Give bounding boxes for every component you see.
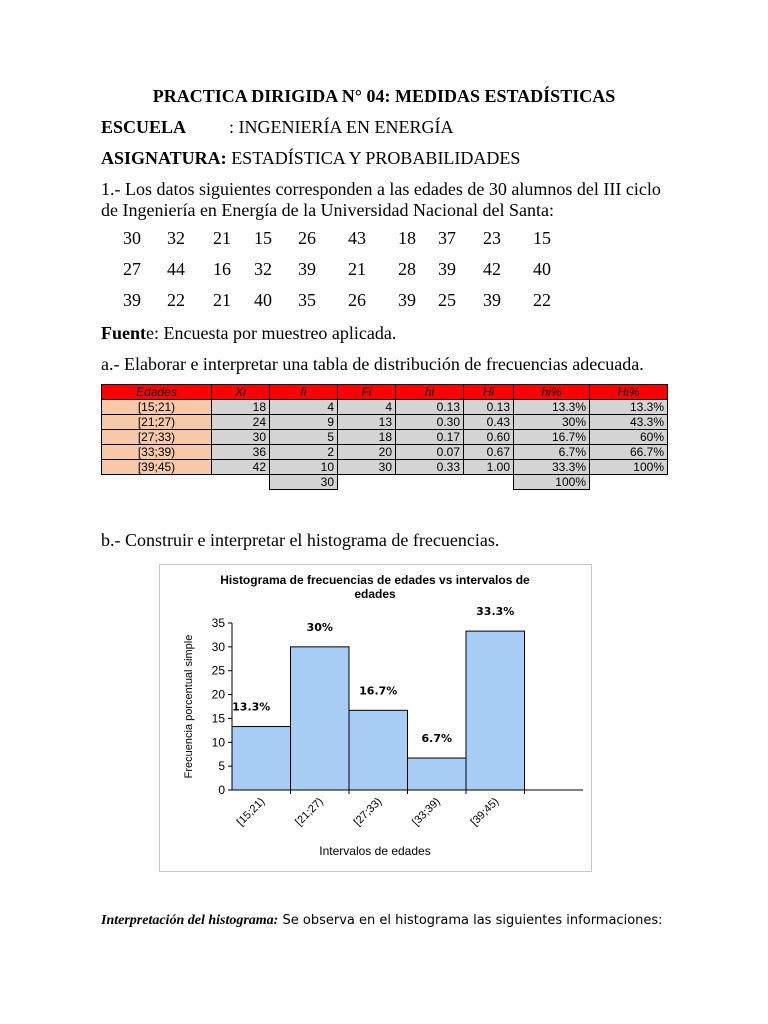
table-header-cell: Fi [338, 385, 396, 400]
y-tick-label: 35 [211, 616, 225, 630]
escuela-label: ESCUELA [101, 117, 187, 137]
table-cell: 9 [270, 415, 338, 430]
histogram-bar [291, 647, 350, 790]
x-tick-label: [33;39) [410, 795, 443, 829]
chart-title-line-2: edades [354, 587, 396, 601]
question-1-line-2: de Ingeniería en Energía de la Universidad Nacional del Santa: [101, 200, 554, 220]
table-row [102, 430, 668, 445]
data-value: 22 [167, 290, 185, 310]
empty-cell [212, 475, 270, 490]
data-value: 22 [533, 290, 551, 310]
table-cell: 1.00 [464, 460, 514, 475]
total-hi-pct-cell: 100% [514, 475, 590, 490]
histogram-bar [466, 631, 525, 790]
x-tick-label: [39;45) [468, 795, 502, 829]
data-value: 37 [438, 228, 456, 248]
table-header-row [102, 385, 668, 400]
data-value: 28 [398, 259, 416, 279]
data-value: 42 [483, 259, 501, 279]
fuente-label: Fuent [101, 323, 146, 343]
table-cell: 24 [212, 415, 270, 430]
table-cell: 6.7% [514, 445, 590, 460]
table-cell: 0.07 [396, 445, 464, 460]
histogram-bar [232, 727, 291, 790]
data-value: 21 [348, 259, 366, 279]
data-value: 32 [254, 259, 272, 279]
table-cell: 2 [270, 445, 338, 460]
table-cell: 33.3% [514, 460, 590, 475]
table-cell: 10 [270, 460, 338, 475]
table-header-cell: Edades [102, 385, 212, 400]
table-cell: 18 [338, 430, 396, 445]
table-cell: [27;33) [102, 430, 212, 445]
table-cell: 18 [212, 400, 270, 415]
x-tick-label: [27;33) [351, 795, 385, 829]
data-value: 30 [123, 228, 141, 248]
y-tick-label: 15 [211, 711, 225, 726]
data-value: 39 [298, 259, 316, 279]
page-title: PRACTICA DIRIGIDA N° 04: MEDIDAS ESTADÍSTICAS [152, 86, 616, 106]
table-row [102, 460, 668, 475]
table-cell: 5 [270, 430, 338, 445]
question-a: a.- Elaborar e interpretar una tabla de distribución de frecuencias adecuada. [101, 354, 644, 374]
table-row [102, 445, 668, 460]
table-header-cell: hi [396, 385, 464, 400]
table-cell: 0.43 [464, 415, 514, 430]
data-value: 18 [398, 228, 416, 248]
total-fi-cell: 30 [270, 475, 338, 490]
data-value: 25 [438, 290, 456, 310]
histogram-bar [349, 710, 408, 790]
data-value: 21 [213, 228, 231, 248]
interpretation-line [101, 913, 663, 929]
table-header-cell: Xi [212, 385, 270, 400]
table-cell: [33;39) [102, 445, 212, 460]
bar-data-label: 16.7% [359, 684, 398, 698]
interpretation-text: Se observa en el histograma las siguientes informaciones: [278, 913, 663, 928]
bar-data-label: 30% [306, 620, 333, 634]
table-total-row [102, 475, 668, 490]
table-cell: 43.3% [590, 415, 668, 430]
bar-data-label: 13.3% [232, 700, 271, 714]
x-tick-label: [15;21) [234, 795, 268, 829]
y-tick-label: 5 [218, 759, 225, 774]
data-value: 27 [123, 259, 141, 279]
table-cell: 66.7% [590, 445, 668, 460]
empty-cell [464, 475, 514, 490]
table-header-cell: Hi% [590, 385, 668, 400]
table-cell: 30 [338, 460, 396, 475]
empty-cell [590, 475, 668, 490]
asignatura-label: ASIGNATURA: [101, 148, 227, 168]
data-value: 16 [213, 259, 231, 279]
table-cell: 0.33 [396, 460, 464, 475]
table-cell: 42 [212, 460, 270, 475]
table-cell: 0.13 [464, 400, 514, 415]
empty-cell [102, 475, 212, 490]
interpretation-label: Interpretación del histograma: [101, 913, 279, 928]
table-cell: [39;45) [102, 460, 212, 475]
data-value: 26 [298, 228, 316, 248]
table-cell: 13.3% [590, 400, 668, 415]
table-cell: 0.13 [396, 400, 464, 415]
y-tick-label: 10 [211, 735, 225, 750]
data-value: 39 [483, 290, 501, 310]
table-header-cell: Hi [464, 385, 514, 400]
asignatura-value: ESTADÍSTICA Y PROBABILIDADES [226, 148, 521, 168]
table-cell: 4 [270, 400, 338, 415]
table-cell: 13 [338, 415, 396, 430]
table-row [102, 415, 668, 430]
table-cell: 0.60 [464, 430, 514, 445]
fuente-text: e: Encuesta por muestreo aplicada. [146, 323, 397, 343]
table-cell: 0.17 [396, 430, 464, 445]
escuela-line [101, 117, 454, 138]
histogram-chart [159, 564, 592, 872]
table-cell: [21;27) [102, 415, 212, 430]
data-value: 26 [348, 290, 366, 310]
data-value: 39 [438, 259, 456, 279]
histogram-svg [160, 565, 591, 871]
table-cell: 20 [338, 445, 396, 460]
data-value: 43 [348, 228, 366, 248]
table-cell: 0.67 [464, 445, 514, 460]
data-value: 32 [167, 228, 185, 248]
table-cell: 16.7% [514, 430, 590, 445]
y-axis-label: Frecuencia porcentual simple [183, 634, 195, 779]
y-tick-label: 20 [211, 687, 225, 702]
question-b: b.- Construir e interpretar el histograma de frecuencias. [101, 530, 500, 550]
data-value: 39 [123, 290, 141, 310]
question-1-line-1: 1.- Los datos siguientes corresponden a las edades de 30 alumnos del III ciclo [101, 179, 661, 199]
data-value: 39 [398, 290, 416, 310]
table-cell: 13.3% [514, 400, 590, 415]
fuente-line [101, 323, 396, 344]
data-value: 35 [298, 290, 316, 310]
table-header-cell: hi% [514, 385, 590, 400]
data-value: 21 [213, 290, 231, 310]
bar-data-label: 6.7% [421, 732, 453, 746]
x-tick-label: [21;27) [293, 795, 326, 829]
x-axis-label: Intervalos de edades [319, 844, 431, 858]
empty-cell [396, 475, 464, 490]
empty-cell [338, 475, 396, 490]
data-value: 23 [483, 228, 501, 248]
table-cell: 36 [212, 445, 270, 460]
data-value: 15 [254, 228, 272, 248]
table-row [102, 400, 668, 415]
asignatura-line [101, 148, 520, 169]
table-cell: 4 [338, 400, 396, 415]
data-value: 15 [533, 228, 551, 248]
frequency-table [101, 384, 668, 490]
table-header-cell: fi [270, 385, 338, 400]
chart-title-line-1: Histograma de frecuencias de edades vs intervalos de [220, 573, 530, 587]
data-value: 44 [167, 259, 185, 279]
bar-data-label: 33.3% [476, 605, 515, 619]
data-value: 40 [254, 290, 272, 310]
table-cell: 60% [590, 430, 668, 445]
table-cell: [15;21) [102, 400, 212, 415]
y-tick-label: 0 [218, 783, 225, 797]
table-cell: 30 [212, 430, 270, 445]
table-cell: 100% [590, 460, 668, 475]
y-tick-label: 30 [211, 639, 225, 654]
escuela-value: : INGENIERÍA EN ENERGÍA [229, 117, 454, 137]
y-tick-label: 25 [211, 663, 225, 678]
histogram-bar [408, 758, 467, 790]
data-value: 40 [533, 259, 551, 279]
table-cell: 0.30 [396, 415, 464, 430]
table-cell: 30% [514, 415, 590, 430]
